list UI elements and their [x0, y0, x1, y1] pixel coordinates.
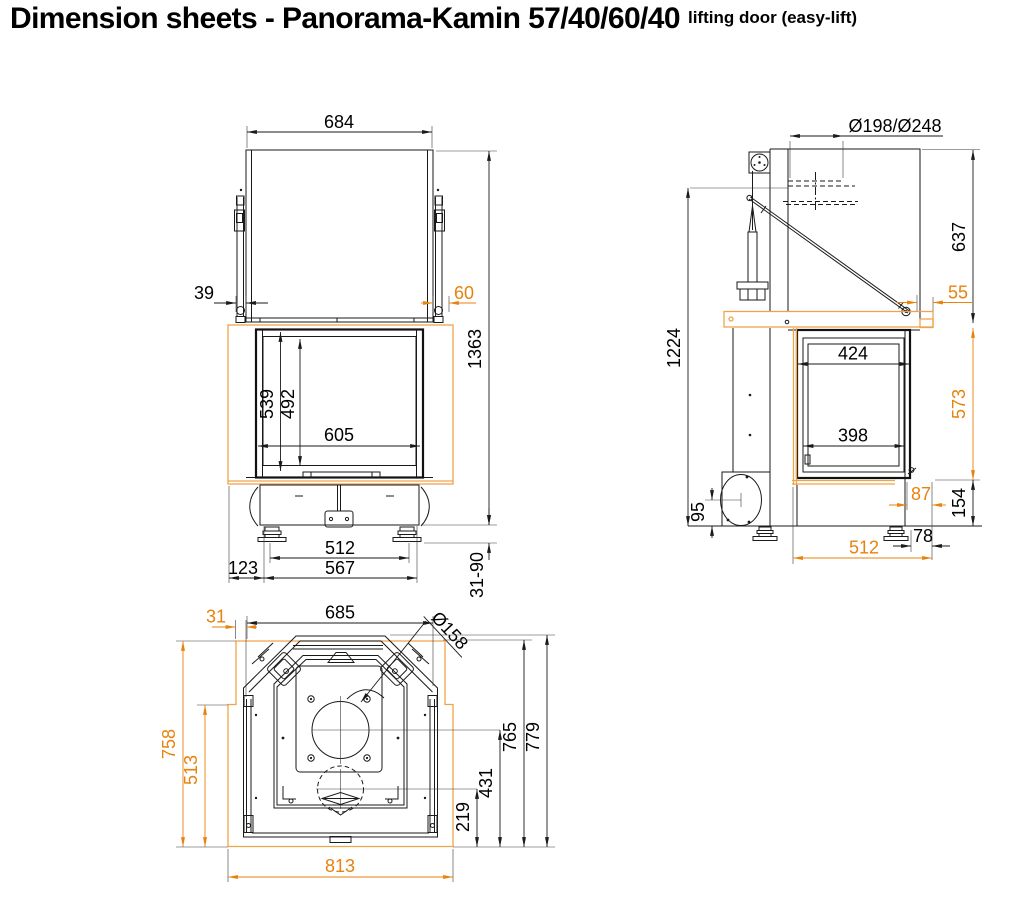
front-geometry — [228, 150, 453, 542]
dim-front-door-width: 684 — [323, 112, 355, 132]
dim-front-base-width: 567 — [324, 558, 356, 578]
dim-top-depth-inner: 765 — [500, 721, 520, 753]
dim-top-aux-center: 219 — [453, 801, 473, 833]
dim-side-depth-top: 424 — [837, 343, 869, 364]
page-title: Dimension sheets - Panorama-Kamin 57/40/60/40 — [10, 2, 680, 35]
side-geometry — [688, 149, 982, 541]
top-rail-right — [424, 696, 437, 834]
dim-top-side-gap: 31 — [205, 606, 227, 627]
side-counterweight — [737, 171, 768, 300]
dim-top-flue-diameter: Ø158 — [427, 607, 473, 654]
side-mount-frame — [724, 312, 933, 328]
side-foot-front — [884, 527, 908, 541]
dim-front-side-offset: 123 — [227, 558, 259, 578]
dim-top-frame-depth: 758 — [159, 728, 179, 760]
dim-side-flue-height: 1224 — [664, 327, 684, 369]
front-door-panel — [246, 150, 433, 322]
dim-side-arm-offset: 55 — [947, 282, 969, 303]
dim-side-base-height: 154 — [949, 487, 969, 519]
dim-side-foot-offset: 78 — [912, 526, 934, 546]
side-foot-rear — [753, 527, 777, 541]
page-subtitle: lifting door (easy-lift) — [687, 8, 858, 27]
dim-side-outlet-height: 95 — [688, 501, 708, 523]
side-dimensions — [664, 116, 980, 564]
dim-side-front-offset: 87 — [910, 484, 932, 504]
dim-front-opening-height: 539 — [257, 388, 277, 420]
dim-front-rail-gap-right: 60 — [453, 283, 475, 303]
dim-front-foot-adjust: 31-90 — [467, 551, 487, 599]
dim-top-body-width: 685 — [324, 602, 356, 623]
top-rail-left — [244, 696, 257, 834]
dim-side-door-height: 573 — [949, 388, 969, 420]
dim-front-opening-width: 605 — [323, 425, 355, 445]
top-view — [159, 603, 555, 883]
top-plate-screws — [308, 696, 370, 761]
front-base — [260, 485, 419, 525]
side-flue-outlet — [783, 172, 858, 210]
side-fan-housing — [722, 472, 770, 526]
dim-front-feet-span: 512 — [324, 538, 356, 558]
dim-top-frame-step: 513 — [181, 754, 201, 786]
dim-side-depth-bottom: 398 — [837, 425, 869, 446]
dim-front-total-height: 1363 — [465, 328, 485, 370]
side-view — [664, 116, 982, 564]
dim-side-flue-pipe: Ø198/Ø248 — [848, 116, 942, 136]
dim-top-depth-outer: 779 — [523, 721, 543, 753]
front-view — [194, 112, 497, 598]
top-corner-bracket-right — [379, 643, 429, 687]
top-dimensions — [159, 603, 555, 883]
dim-top-frame-width: 813 — [324, 856, 356, 876]
dim-top-flue-center: 431 — [476, 767, 496, 799]
dim-front-glass-height: 492 — [278, 388, 298, 420]
side-lifting-arm — [747, 195, 910, 315]
dim-side-upper-height: 637 — [949, 221, 969, 253]
dim-side-base-depth: 512 — [848, 537, 880, 558]
side-pulley — [749, 152, 770, 173]
front-foot-left — [258, 527, 286, 542]
dim-front-rail-gap-left: 39 — [193, 283, 215, 303]
